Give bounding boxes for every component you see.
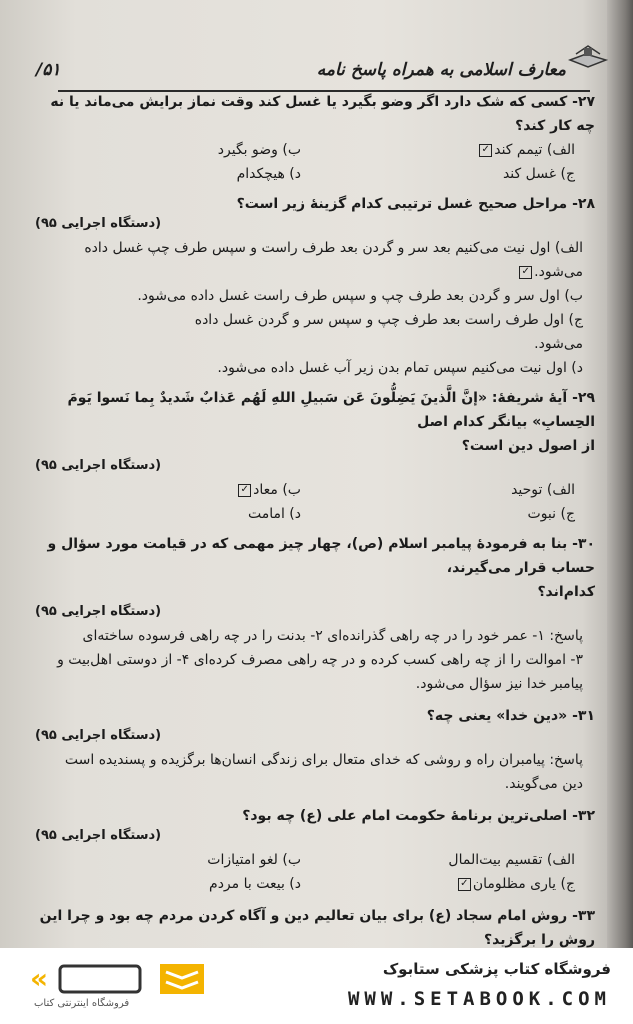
exam-tag: (دستگاه اجرایی ۹۵): [35, 216, 162, 231]
question-27: ۲۷- کسی که شک دارد اگر وضو بگیرد یا غسل کند وقت نماز برایش می‌ماند یا نه چه کار کند؟: [50, 94, 595, 134]
check-icon: ✓: [479, 144, 492, 157]
option-28-c: ج) اول طرف راست بعد طرف چپ و سپس سر و گردن غسل داده: [194, 312, 583, 328]
store-name: فروشگاه کتاب پزشکی ستابوک: [382, 960, 611, 978]
option-29-d: د) امامت: [247, 506, 301, 522]
answer-31-line-2: دین می‌گویند.: [504, 776, 583, 792]
exam-tag: (دستگاه اجرایی ۹۵): [35, 458, 162, 473]
check-icon: ✓: [458, 878, 471, 891]
answer-31-line-1: پاسخ: پیامبران راه و روشی که خدای متعال برای زندگی انسان‌ها برگزیده و پسندیده است: [64, 752, 583, 768]
option-27-b: ب) وضو بگیرد: [217, 142, 301, 158]
options-27: [35, 138, 595, 186]
svg-text:«: «: [30, 962, 49, 995]
option-28-b: ب) اول سر و گردن بعد طرف چپ و سپس طرف راست غسل داده می‌شود.: [137, 288, 583, 304]
question-28: ۲۸- مراحل صحیح غسل ترتیبی کدام گزینهٔ زیر است؟: [236, 196, 595, 212]
option-28-d: د) اول نیت می‌کنیم سپس تمام بدن زیر آب غسل داده می‌شود.: [217, 360, 583, 376]
answer-30-line-2: ۳- اموالت را از چه راهی کسب کرده و در چه راهی مصرف کرده‌ای ۴- از دوستی اهل‌بیت و: [57, 652, 583, 668]
option-32-d: د) بیعت با مردم: [209, 876, 301, 892]
option-28-a-cont: می‌شود.✓: [35, 260, 595, 284]
question-33: ۳۳- روش امام سجاد (ع) برای بیان تعالیم دین و آگاه کردن مردم چه بود و چرا این روش را برگزید؟: [39, 908, 595, 948]
question-31: ۳۱- «دین خدا» یعنی چه؟: [426, 708, 595, 724]
option-32-c: ج) یاری مظلومان✓: [309, 872, 583, 896]
question-32: ۳۲- اصلی‌ترین برنامهٔ حکومت امام علی (ع) چه بود؟: [242, 808, 595, 824]
page-content: [35, 86, 595, 948]
option-27-d: د) هیچکدام: [236, 166, 301, 182]
answer-30-line-3: پیامبر خدا نیز سؤال می‌شود.: [415, 676, 583, 692]
check-icon: ✓: [519, 266, 532, 279]
option-32-a: الف) تقسیم بیت‌المال: [448, 852, 575, 868]
answer-30-line-1: پاسخ: ۱- عمر خود را در چه راهی گذرانده‌ای ۲- بدنت را در چه راهی فرسوده ساخته‌ای: [82, 628, 583, 644]
book-icon: [568, 40, 608, 70]
option-27-a: الف) تیمم کند✓: [309, 138, 583, 162]
page-header: [30, 56, 590, 88]
options-29: [35, 478, 595, 526]
question-29-cont: از اصول دین است؟: [461, 438, 595, 454]
option-29-a: الف) توحید: [511, 482, 575, 498]
question-30: ۳۰- بنا به فرمودهٔ پیامبر اسلام (ص)، چهار چیز مهمی که در قیامت مورد سؤال و حساب قرار می‌گیرند،: [47, 536, 595, 576]
question-29: ۲۹- آیهٔ شریفهٔ: «إنَّ الَّذینَ یَضِلُّونَ عَن سَبیلِ اللهِ لَهُم عَذابٌ شَدیدٌ بِما نَسوا یَومَ الحِسابِ» بیانگر کدام اصل: [67, 390, 595, 430]
book-spine: [607, 0, 633, 948]
logo-mark-icon: [20, 958, 220, 998]
option-29-c: ج) نبوت: [527, 506, 575, 522]
check-icon: ✓: [238, 484, 251, 497]
option-29-b: ب) معاد✓: [35, 478, 309, 502]
logo-tagline: فروشگاه اینترنتی کتاب: [34, 998, 130, 1009]
option-28-c-cont: می‌شود.: [534, 336, 583, 352]
store-footer: [0, 948, 633, 1024]
option-27-c: ج) غسل کند: [502, 166, 575, 182]
option-32-b: ب) لغو امتیازات: [207, 852, 301, 868]
options-32: [35, 848, 595, 896]
book-title: معارف اسلامی به همراه پاسخ نامه: [316, 60, 566, 80]
exam-tag: (دستگاه اجرایی ۹۵): [35, 604, 162, 619]
exam-tag: (دستگاه اجرایی ۹۵): [35, 828, 162, 843]
exam-tag: (دستگاه اجرایی ۹۵): [35, 728, 162, 743]
store-url-link[interactable]: WWW.SETABOOK.COM: [347, 988, 611, 1010]
setabook-logo[interactable]: [20, 958, 220, 1016]
page-number: ۵۱/: [36, 60, 61, 80]
option-28-a: الف) اول نیت می‌کنیم بعد سر و گردن بعد طرف راست و سپس طرف چپ غسل داده: [84, 240, 583, 256]
question-30-cont: کدام‌اند؟: [537, 584, 595, 600]
